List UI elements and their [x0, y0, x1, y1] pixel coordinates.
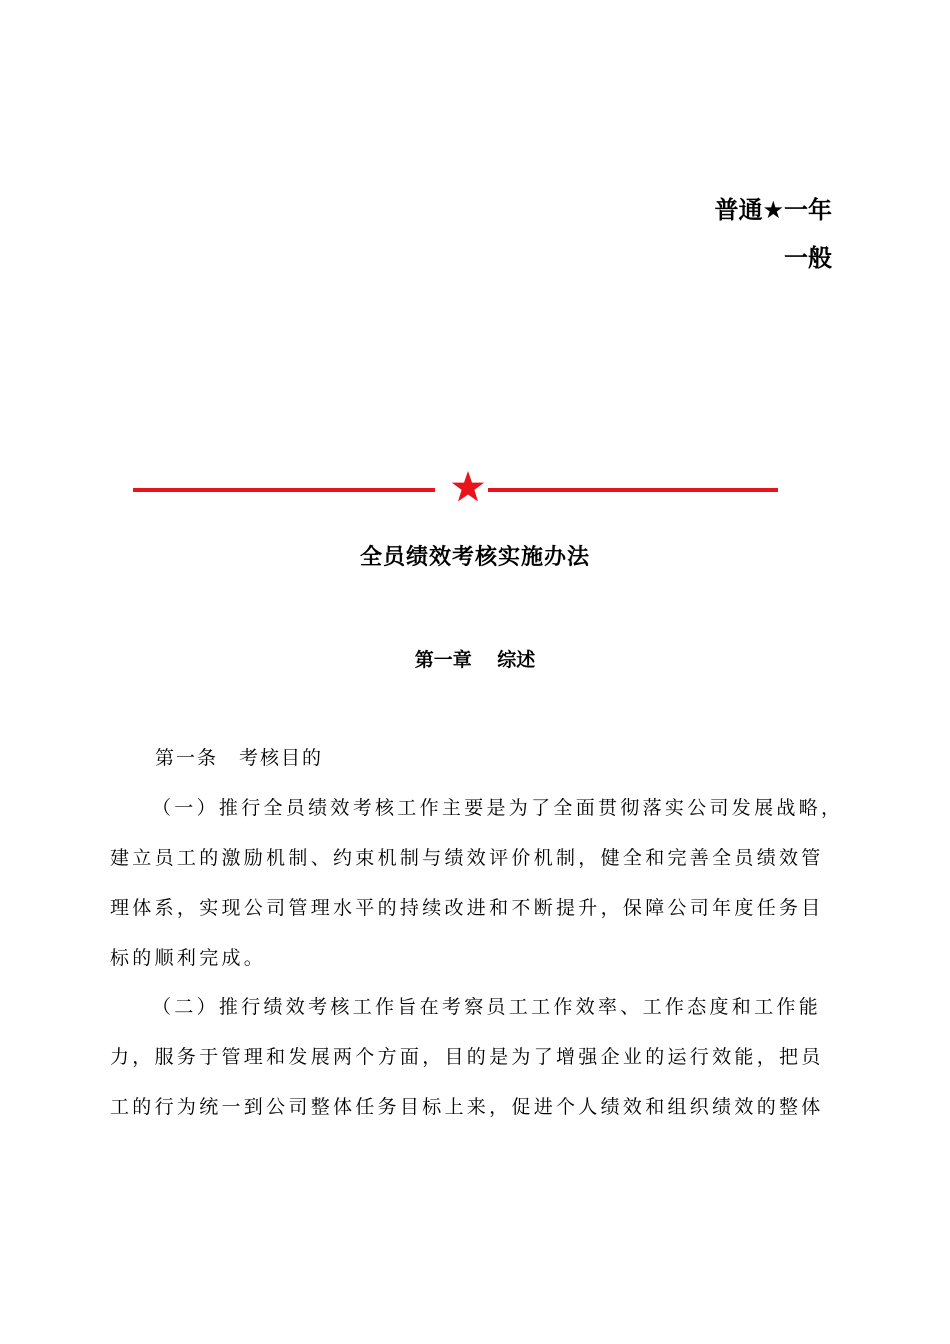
article-heading: 第一条 考核目的: [155, 747, 324, 769]
paragraph-1: [110, 783, 843, 983]
paragraph-line: （二）推行绩效考核工作旨在考察员工工作效率、工作态度和工作能: [152, 996, 822, 1018]
red-star-icon: [451, 470, 485, 504]
red-rule-left-line: [133, 488, 435, 492]
red-rule-right-line: [488, 488, 778, 492]
document-title: 全员绩效考核实施办法: [359, 545, 590, 570]
classification-level: 普通★一年: [714, 196, 832, 224]
red-header-rule: [133, 470, 778, 504]
paragraph-line: 理体系，实现公司管理水平的持续改进和不断提升，保障公司年度任务目: [110, 897, 824, 919]
paragraph-line: 标的顺利完成。: [110, 947, 267, 969]
chapter-heading: 第一章 综述: [414, 649, 536, 671]
paragraph-2: [110, 982, 824, 1132]
paragraph-line: 工的行为统一到公司整体任务目标上来，促进个人绩效和组织绩效的整体: [110, 1096, 824, 1118]
paragraph-line: 建立员工的激励机制、约束机制与绩效评价机制，健全和完善全员绩效管: [110, 847, 824, 869]
classification-block: [714, 186, 832, 282]
paragraph-line: 力，服务于管理和发展两个方面，目的是为了增强企业的运行效能，把员: [110, 1046, 824, 1068]
classification-grade: 一般: [784, 244, 832, 272]
paragraph-line: （一）推行全员绩效考核工作主要是为了全面贯彻落实公司发展战略，: [152, 797, 844, 819]
